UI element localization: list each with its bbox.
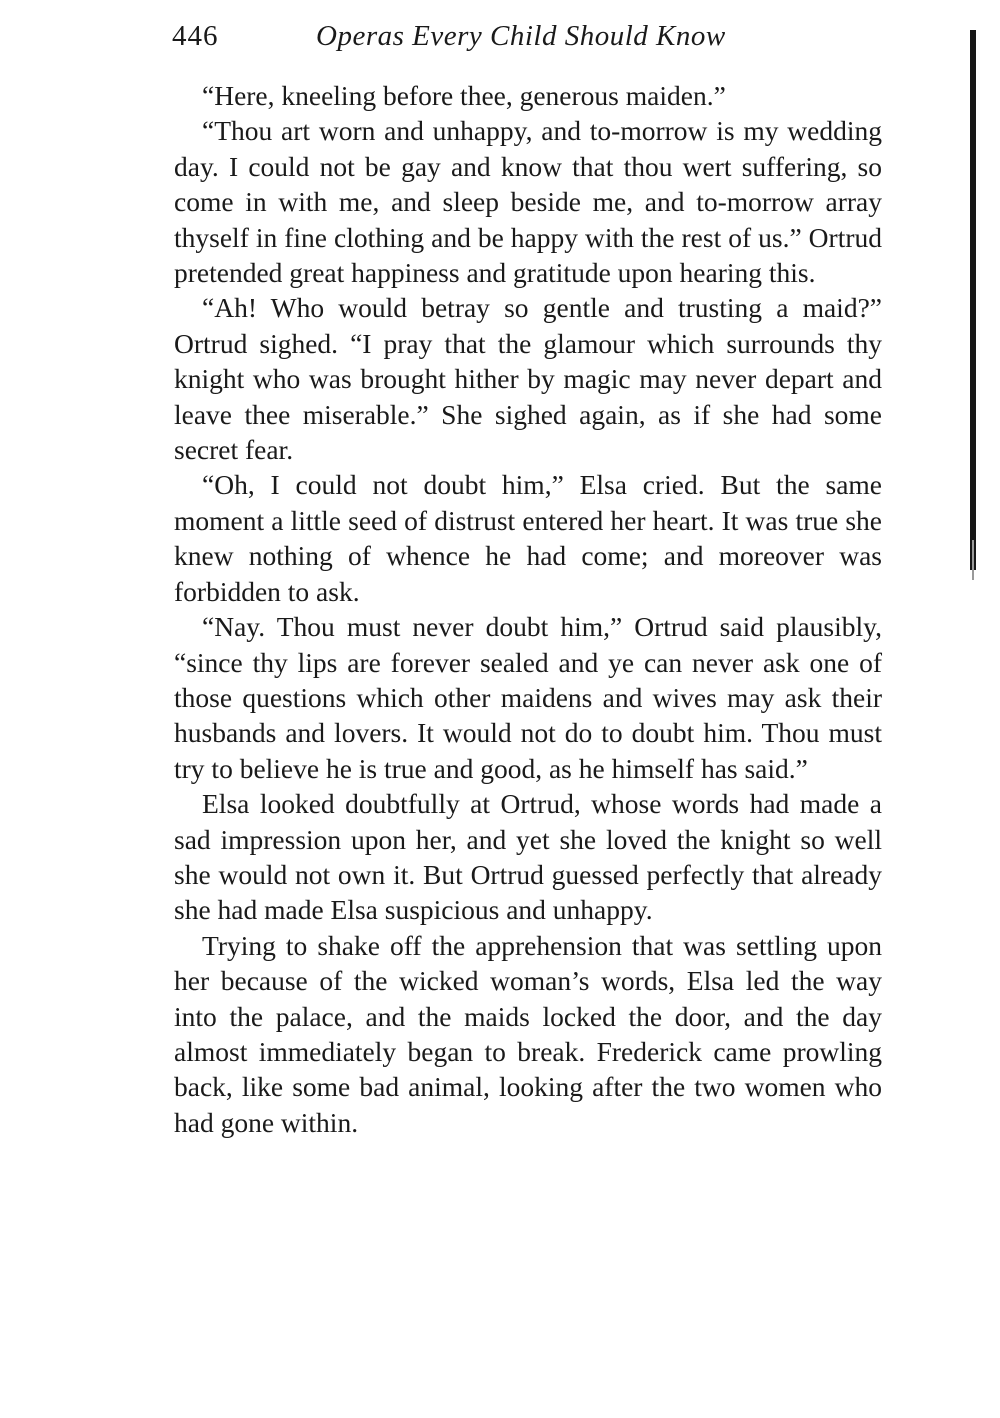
page-header (172, 14, 892, 64)
paragraph-4: “Oh, I could not doubt him,” Elsa cried. But the same moment a little seed of distrust entered her heart. It was true she knew nothing of whence he had come; and moreover was forbidden to ask. (174, 469, 882, 607)
paragraph-7: Trying to shake off the apprehension that was settling upon her because of the wicked woman’s words, Elsa led the way into the palace, and the maids locked the door, and the day almost immediately began to break. Frederick came prowling back, like some bad animal, looking after the two women who had gone within. (174, 929, 882, 1138)
paragraph-6: Elsa looked doubtfully at Ortrud, whose words had made a sad impression upon her, and yet she loved the knight so well she would not own it. But Ortrud guessed perfectly that already she had made Elsa suspicious and unhappy. (174, 788, 882, 926)
body-text (174, 78, 882, 1140)
margin-scan-edge (970, 30, 976, 570)
paragraph-3: “Ah! Who would betray so gentle and trusting a maid?” Ortrud sighed. “I pray that the glamour which surrounds thy knight who was brought hither by magic may never depart and leave thee miserable.” She sighed again, as if she had some secret fear. (174, 292, 882, 466)
paragraph-1: “Here, kneeling before thee, generous maiden.” (202, 80, 726, 111)
paragraph-2: “Thou art worn and unhappy, and to-morrow is my wedding day. I could not be gay and know that thou wert suffering, so come in with me, and sleep beside me, and to-morrow array thyself in fine clothing and be happy with the rest of us.” Ortrud pretended great happiness and gratitude upon hearing this. (174, 115, 882, 289)
margin-scan-edge-faint (972, 540, 974, 580)
paragraph-5: “Nay. Thou must never doubt him,” Ortrud said plausibly, “since thy lips are forever sealed and ye can never ask one of those questions which other maidens and wives may ask their husbands and lovers. It would not do to doubt him. Thou must try to believe he is true and good, as he himself has said.” (174, 611, 882, 784)
running-title: Operas Every Child Should Know (316, 20, 726, 52)
page-number: 446 (172, 20, 219, 52)
